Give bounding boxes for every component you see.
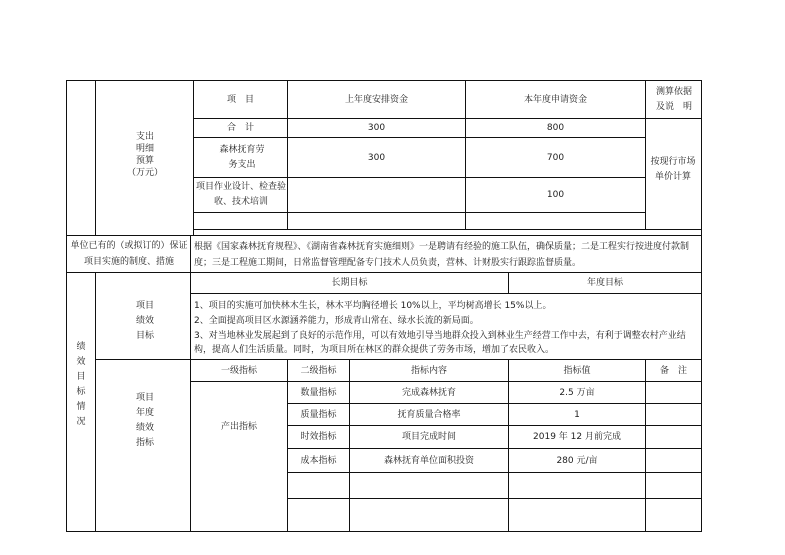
budget-label-line: 明细	[135, 144, 154, 154]
row-total-this: 800	[546, 123, 565, 133]
header-value: 指标值	[563, 365, 591, 376]
indicator-level2: 数量指标	[300, 387, 337, 398]
goal-line: 3、对当地林业发展起到了良好的示范作用，可以有效地引导当地群众投入到林业生产经营工作中去，有利于调整农村产业结构，提高人们生活质量。同时，为项目所在林区的群众提供了劳务市场，增加了农民收入。	[194, 331, 686, 355]
budget-label-line: 支出	[135, 132, 154, 142]
indicators-label: 项目年度绩效指标	[135, 393, 154, 448]
row-design-item: 项目作业设计、检查验收、技术培训	[196, 182, 287, 207]
performance-section-label: 绩效目标情况	[76, 342, 86, 427]
header-last-year: 上年度安排资金	[344, 94, 408, 105]
budget-label-line: （万元）	[126, 168, 163, 178]
row-labor-last: 300	[367, 152, 386, 163]
annual-header: 年度目标	[586, 278, 623, 288]
indicator-content: 森林抚育单位面积投资	[383, 455, 474, 466]
row-design-last	[288, 178, 465, 212]
row-total-last: 300	[367, 123, 386, 133]
indicator-level2: 时效指标	[300, 432, 337, 442]
measures-text: 根据《国家森林抚育规程》、《湖南省森林抚育实施细则》一是聘请有经验的施工队伍，确保质量；二是工程实行按进度付款制度；三是工程施工期间，日常监督管理配备专门技术人员负责，营林、计财股实行跟踪监督质量。	[194, 242, 690, 268]
indicator-value: 2019 年 12 月前完成	[533, 432, 621, 442]
budget-label-line: 预算	[135, 156, 154, 166]
header-this-year: 本年度申请资金	[523, 94, 587, 105]
row-design-this: 100	[546, 190, 565, 200]
measures-label: 单位已有的（或拟订的）保证项目实施的制度、措施	[70, 241, 188, 267]
budget-section-label	[112, 120, 178, 190]
header-level2: 二级指标	[300, 365, 337, 376]
indicator-content: 完成森林抚育	[401, 387, 456, 398]
basis-text: 按现行市场单价计算	[650, 157, 696, 182]
row-labor-item: 森林抚育劳务支出	[219, 144, 265, 170]
indicator-value: 1	[574, 409, 580, 420]
indicator-content: 抚育质量合格率	[397, 409, 461, 420]
indicator-value: 280 元/亩	[556, 455, 598, 466]
goal-line: 1、项目的实施可加快林木生长，林木平均胸径增长 10%以上，平均树高增长 15%以上。	[194, 301, 552, 311]
header-item: 项 目	[226, 94, 254, 105]
level1-output: 产出指标	[220, 422, 257, 432]
indicator-level2: 质量指标	[300, 409, 337, 420]
indicator-value: 2.5 万亩	[559, 387, 595, 398]
row-labor-this: 700	[546, 152, 565, 163]
header-level1: 一级指标	[220, 365, 257, 376]
goals-label: 项目绩效目标	[135, 300, 154, 341]
long-term-header: 长期目标	[331, 278, 368, 288]
indicator-content: 项目完成时间	[401, 432, 456, 442]
goal-line: 2、全面提高项目区水源涵养能力，形成青山常在、绿水长流的新局面。	[194, 316, 479, 326]
header-basis: 测算依据及说 明	[655, 86, 692, 112]
header-content: 指标内容	[410, 365, 447, 376]
row-total-item: 合 计	[226, 123, 254, 133]
header-note: 备 注	[659, 365, 687, 376]
indicator-level2: 成本指标	[300, 455, 337, 466]
